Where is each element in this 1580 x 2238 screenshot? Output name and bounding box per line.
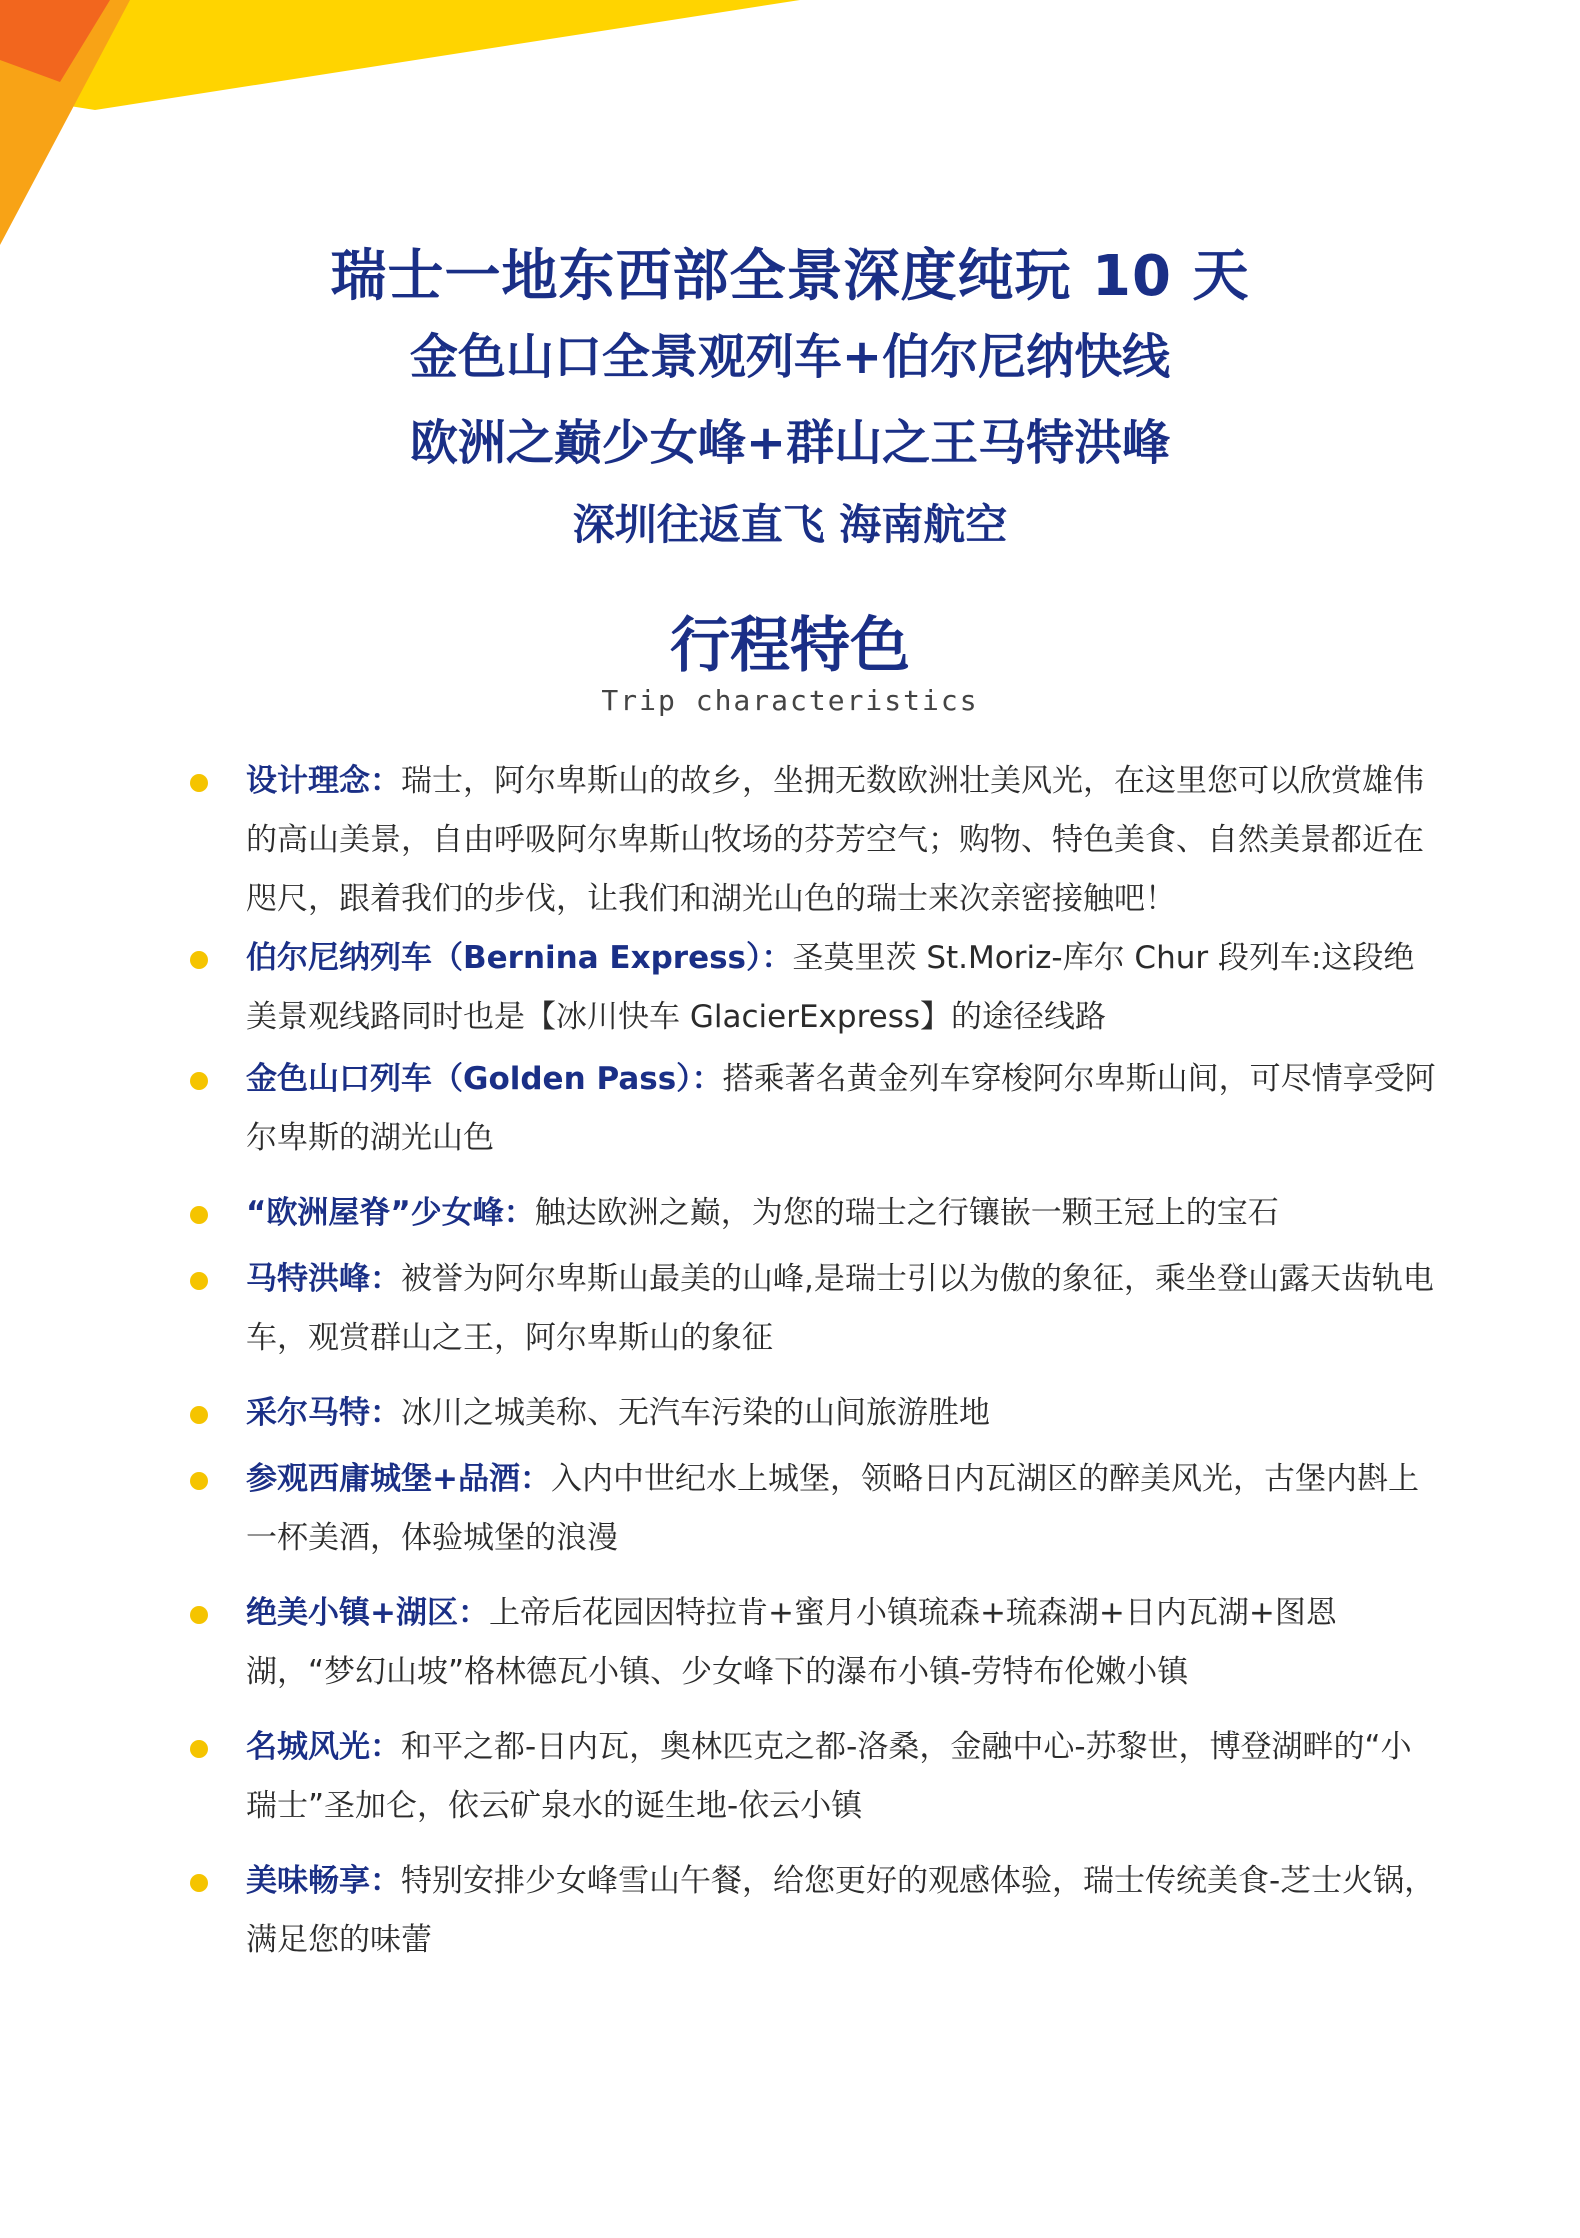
feature-item-matterhorn [246,1250,1436,1368]
feature-text: 圣莫里茨 St.Moriz-库尔 Chur 段列车:这段绝美景观线路同时也是【冰川快车 GlacierExpress】的途径线路 [246,940,1415,1035]
bullet-dot-icon [190,1472,208,1490]
feature-term: 名城风光： [246,1729,401,1765]
bullet-dot-icon [190,1406,208,1424]
feature-item-cities [246,1718,1436,1836]
bullet-dot-icon [190,1072,208,1090]
feature-item-bernina [246,929,1436,1047]
bullet-dot-icon [190,1206,208,1224]
bullet-dot-icon [190,951,208,969]
bullet-dot-icon [190,1606,208,1624]
feature-item-chillon [246,1450,1436,1568]
bullet-dot-icon [190,774,208,792]
route-subtitle-peaks: 欧洲之巅少女峰+群山之王马特洪峰 [409,415,1171,471]
feature-term: 金色山口列车（Golden Pass）： [246,1061,723,1097]
feature-text: 瑞士，阿尔卑斯山的故乡，坐拥无数欧洲壮美风光，在这里您可以欣赏雄伟的高山美景，自由呼吸阿尔卑斯山牧场的芬芳空气；购物、特色美食、自然美景都近在咫尺，跟着我们的步伐，让我们和湖光山色的瑞士来次亲密接触吧！ [246,763,1424,917]
feature-term: 设计理念： [246,763,401,799]
bullet-dot-icon [190,1272,208,1290]
feature-item-jungfrau [246,1184,1436,1243]
feature-text: 触达欧洲之巅，为您的瑞士之行镶嵌一颗王冠上的宝石 [534,1195,1279,1231]
feature-text: 冰川之城美称、无汽车污染的山间旅游胜地 [401,1395,990,1431]
feature-item-towns-lakes [246,1584,1436,1702]
feature-item-cuisine [246,1852,1436,1970]
feature-term: “欧洲屋脊”少女峰： [246,1195,535,1231]
section-title: 行程特色 [670,611,910,681]
feature-text: 和平之都-日内瓦，奥林匹克之都-洛桑，金融中心-苏黎世，博登湖畔的“小瑞士”圣加仑，依云矿泉水的诞生地-依云小镇 [246,1729,1412,1824]
bullet-dot-icon [190,1874,208,1892]
section-subtitle: Trip characteristics [601,684,979,717]
page-title: 瑞士一地东西部全景深度纯玩 10 天 [330,244,1250,309]
flight-info: 深圳往返直飞 海南航空 [572,500,1008,549]
feature-text: 上帝后花园因特拉肯+蜜月小镇琉森+琉森湖+日内瓦湖+图恩湖，“梦幻山坡”格林德瓦小镇、少女峰下的瀑布小镇-劳特布伦嫩小镇 [246,1595,1337,1690]
feature-term: 美味畅享： [246,1863,401,1899]
feature-text: 搭乘著名黄金列车穿梭阿尔卑斯山间，可尽情享受阿尔卑斯的湖光山色 [246,1061,1436,1156]
feature-item-design [246,752,1436,929]
feature-term: 伯尔尼纳列车（Bernina Express）： [246,940,793,976]
feature-text: 特别安排少女峰雪山午餐，给您更好的观感体验，瑞士传统美食-芝士火锅，满足您的味蕾 [246,1863,1436,1958]
feature-term: 马特洪峰： [246,1261,401,1297]
route-subtitle-trains: 金色山口全景观列车+伯尔尼纳快线 [409,329,1171,385]
feature-text: 入内中世纪水上城堡，领略日内瓦湖区的醉美风光，古堡内斟上一杯美酒，体验城堡的浪漫 [246,1461,1419,1556]
feature-term: 参观西庸城堡+品酒： [246,1461,551,1497]
feature-term: 绝美小镇+湖区： [246,1595,489,1631]
feature-text: 被誉为阿尔卑斯山最美的山峰,是瑞士引以为傲的象征，乘坐登山露天齿轨电车，观赏群山之王，阿尔卑斯山的象征 [246,1261,1434,1356]
bullet-dot-icon [190,1740,208,1758]
feature-term: 采尔马特： [246,1395,401,1431]
feature-item-golden-pass [246,1050,1436,1168]
feature-item-zermatt [246,1384,1436,1443]
